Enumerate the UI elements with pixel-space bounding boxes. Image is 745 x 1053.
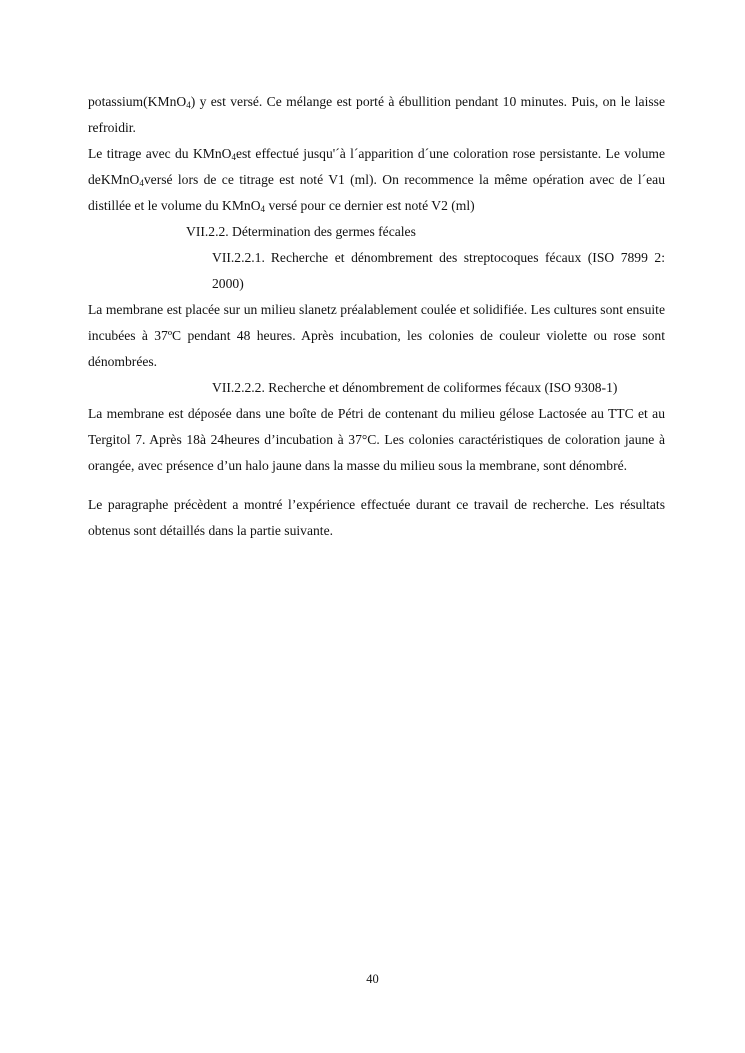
text-run: versé lors de ce titrage est noté V1 (ml). On recommence la même opération avec de l´eau distillée et le volume du KMnO [88, 172, 665, 213]
heading-fecal-germs: VII.2.2. Détermination des germes fécales [186, 224, 416, 239]
text-run: versé pour ce dernier est noté V2 (ml) [265, 198, 475, 213]
text-run: potassium(KMnO [88, 94, 187, 109]
heading-fecal-coliforms: VII.2.2.2. Recherche et dénombrement de coliformes fécaux (ISO 9308-1) [212, 380, 618, 395]
text-run: ) y est versé. Ce mélange est porté à ébullition pendant 10 minutes. Puis, on le laisse refroidir. [88, 94, 665, 135]
heading-title: Recherche et dénombrement des streptocoques fécaux (ISO 7899 2: 2000) [212, 250, 665, 291]
subscript: 4 [260, 204, 266, 214]
paragraph-spacer [88, 479, 665, 492]
subscript: 4 [186, 100, 191, 110]
paragraph-petri-membrane: La membrane est déposée dans une boîte de Pétri de contenant du milieu gélose Lactosée au TTC et au Tergitol 7. Après 18à 24heures d’incubation à 37°C. Les colonies caractéristiques de coloration jaune à orangée, avec présence d’un halo jaune dans la masse du milieu sous la membrane, sont dénombré. [88, 406, 665, 473]
subscript: 4 [231, 152, 236, 162]
heading-fecal-streptococci [88, 245, 665, 297]
heading-number: VII.2.2.1. [212, 250, 265, 265]
paragraph-potassium-boiling [88, 89, 665, 141]
page-body [88, 89, 665, 544]
subscript: 4 [139, 178, 144, 188]
text-run: est effectué jusqu'´à l´apparition d´une coloration rose persistante. Le volume deKMnO [88, 146, 665, 187]
text-run: Le titrage avec du KMnO [88, 146, 232, 161]
page-number: 40 [366, 972, 379, 986]
paragraph-slanetz-membrane: La membrane est placée sur un milieu slanetz préalablement coulée et solidifiée. Les cultures sont ensuite incubées à 37ºC pendant 48 heures. Après incubation, les colonies de couleur violette ou rose sont dénombrées. [88, 302, 665, 369]
paragraph-conclusion: Le paragraphe précèdent a montré l’expérience effectuée durant ce travail de recherche. Les résultats obtenus sont détaillés dans la partie suivante. [88, 497, 665, 538]
paragraph-titration [88, 141, 665, 219]
